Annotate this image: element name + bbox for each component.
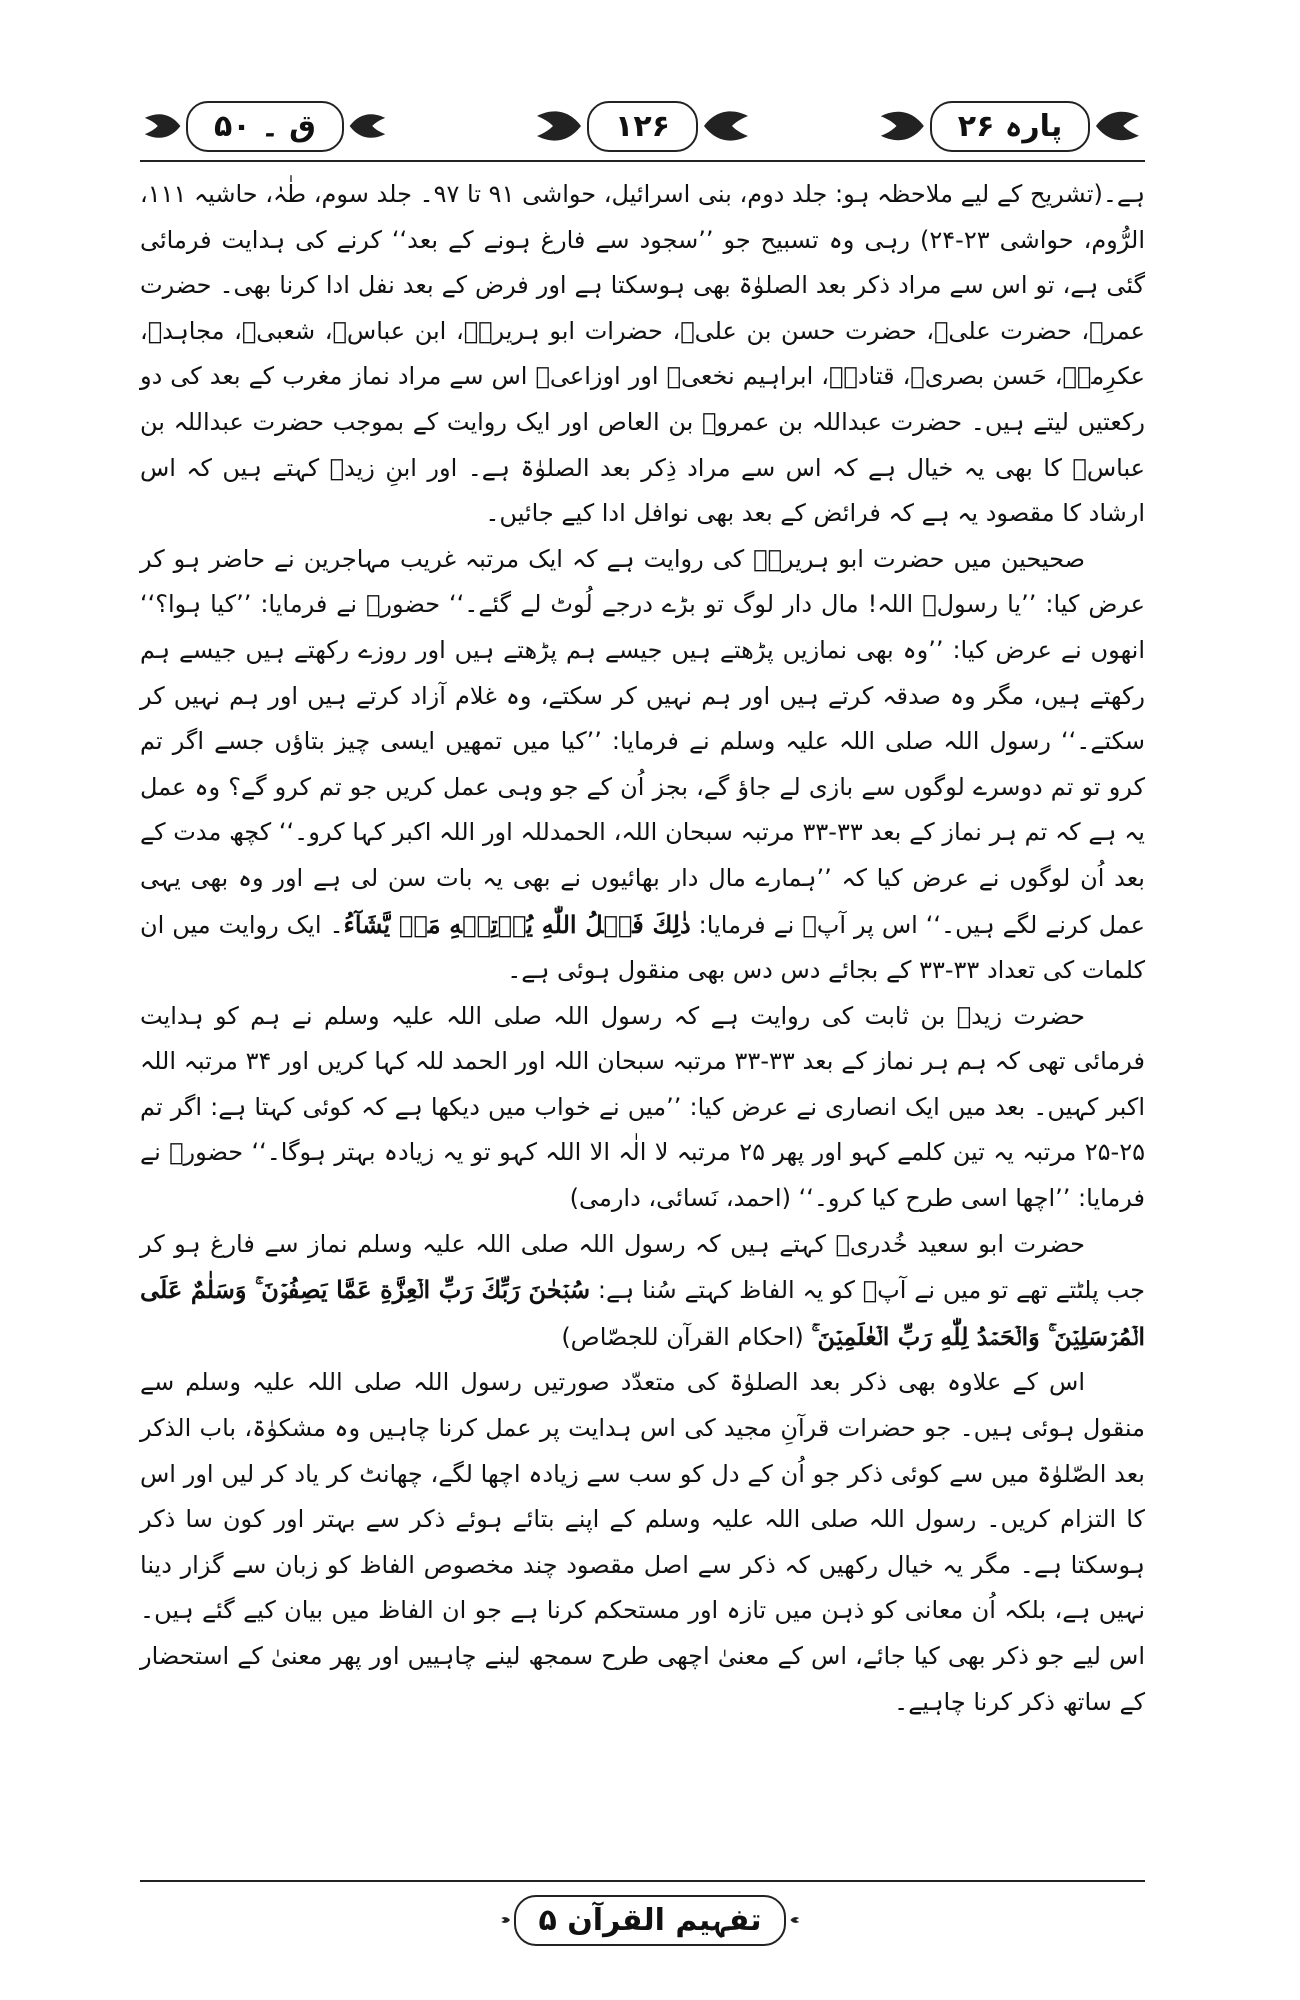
header-divider [140,160,1145,162]
ornament-icon [500,1902,510,1938]
text-segment: ۔ ایک روایت میں ان کلمات کی تعداد ۳۳-۳۳ کے بجائے دس دس بھی منقول ہوئی ہے۔ [140,910,1145,985]
ornament-icon [348,106,390,146]
quran-quote: ذٰلِكَ فَضۡلُ اللّٰهِ يُؤۡتِيۡهِ مَنۡ يَّشَآءُ [343,909,691,939]
quran-quote: سُبۡحٰنَ رَبِّكَ رَبِّ الۡعِزَّةِ عَمَّا يَصِفُوۡنَ ۚ وَسَلٰمٌ عَلَى الۡمُرۡسَلِيۡنَ ۚ وَالۡحَمۡدُ لِلّٰهِ رَبِّ الۡعٰلَمِيۡنَ ۚ [140,1275,1145,1351]
paragraph [140,1222,1145,1361]
paragraph: اس کے علاوہ بھی ذکر بعد الصلوٰۃ کی متعدّد صورتیں رسول اللہ صلی اللہ علیہ وسلم سے منقول ہوئی ہیں۔ جو حضرات قرآنِ مجید کی اس ہدایت پر عمل کرنا چاہیں وہ مشکوٰۃ، باب الذکر بعد الصّلوٰۃ میں سے کوئی ذکر جو اُن کے دل کو سب سے زیادہ اچھا لگے، چھانٹ کر یاد کر لیں اور اس کا التزام کریں۔ رسول اللہ صلی اللہ علیہ وسلم کے اپنے بتائے ہوئے ذکر سے بہتر اور کون سا ذکر ہوسکتا ہے۔ مگر یہ خیال رکھیں کہ ذکر سے اصل مقصود چند مخصوص الفاظ کو زبان سے گزار دینا نہیں ہے، بلکہ اُن معانی کو ذہن میں تازہ اور مستحکم کرنا ہے جو ان الفاظ میں بیان کیے گئے ہیں۔ اس لیے جو ذکر بھی کیا جائے، اس کے معنیٰ اچھی طرح سمجھ لینے چاہییں اور پھر معنیٰ کے استحضار کے ساتھ ذکر کرنا چاہیے۔ [140,1368,1145,1716]
paragraph [140,537,1145,994]
book-title: تفہیم القرآن ۵ [514,1895,785,1946]
page-number-cartouche [520,96,765,156]
text-segment: حضرت ابو سعید خُدریؓ کہتے ہیں کہ رسول اللہ صلی اللہ علیہ وسلم نماز سے فارغ ہو کر جب پلٹتے تھے تو میں نے آپؐ کو یہ الفاظ کہتے سُنا ہے: [140,1229,1145,1305]
surah-label: ق ۔ ۵۰ [186,101,344,152]
footer-divider [140,1880,1145,1882]
para-cartouche [875,96,1145,156]
page-number: ۱۲۶ [587,101,698,152]
page-header [140,96,1145,158]
page-footer [500,1890,800,1950]
paragraph: ہے۔(تشریح کے لیے ملاحظہ ہو: جلد دوم، بنی اسرائیل، حواشی ۹۱ تا ۹۷۔ جلد سوم، طٰہٰ، حاشیہ ۱۱۱، الرُّوم، حواشی ۲۳-۲۴) رہی وہ تسبیح جو ’’سجود سے فارغ ہونے کے بعد‘‘ کرنے کی ہدایت فرمائی گئی ہے، تو اس سے مراد ذکر بعد الصلوٰۃ بھی ہوسکتا ہے اور فرض کے بعد نفل ادا کرنا بھی۔ حضرت عمرؓ، حضرت علیؓ، حضرت حسن بن علیؓ، حضرات ابو ہریرہؓ، ابن عباسؓ، شعبیؒ، مجاہدؒ، عکرِمہؒ، حَسن بصریؒ، قتادہؒ، ابراہیم نخعیؒ اور اوزاعیؒ اس سے مراد نماز مغرب کے بعد کی دو رکعتیں لیتے ہیں۔ حضرت عبداللہ بن عمروؓ بن العاص اور ایک روایت کے بموجب حضرت عبداللہ بن عباسؓ کا بھی یہ خیال ہے کہ اس سے مراد ذِکر بعد الصلوٰۃ ہے۔ اور ابنِ زیدؒ کہتے ہیں کہ اس ارشاد کا مقصود یہ ہے کہ فرائض کے بعد بھی نوافل ادا کیے جائیں۔ [140,180,1146,528]
text-segment: صحیحین میں حضرت ابو ہریرہؓ کی روایت ہے کہ ایک مرتبہ غریب مہاجرین نے حاضر ہو کر عرض کیا: ’’یا رسولؐ اللہ! مال دار لوگ تو بڑے درجے لُوٹ لے گئے۔‘‘ حضورؐ نے فرمایا: ’’کیا ہوا؟‘‘ انھوں نے عرض کیا: ’’وہ بھی نمازیں پڑھتے ہیں جیسے ہم پڑھتے ہیں اور روزے رکھتے ہیں جیسے ہم رکھتے ہیں، مگر وہ صدقہ کرتے ہیں اور ہم نہیں کر سکتے، وہ غلام آزاد کرتے ہیں اور ہم نہیں کر سکتے۔‘‘ رسول اللہ صلی اللہ علیہ وسلم نے فرمایا: ’’کیا میں تمھیں ایسی چیز بتاؤں جسے اگر تم کرو تو تم دوسرے لوگوں سے بازی لے جاؤ گے، بجز اُن کے جو وہی عمل کریں جو تم کرو گے؟ وہ عمل یہ ہے کہ تم ہر نماز کے بعد ۳۳-۳۳ مرتبہ سبحان اللہ، الحمدللہ اور اللہ اکبر کہا کرو۔‘‘ کچھ مدت کے بعد اُن لوگوں نے عرض کیا کہ ’’ہمارے مال دار بھائیوں نے بھی یہ بات سن لی ہے اور وہ بھی یہی عمل کرنے لگے ہیں۔‘‘ اس پر آپؐ نے فرمایا: [140,544,1145,939]
paragraph: حضرت زیدؓ بن ثابت کی روایت ہے کہ رسول اللہ صلی اللہ علیہ وسلم نے ہم کو ہدایت فرمائی تھی کہ ہم ہر نماز کے بعد ۳۳-۳۳ مرتبہ سبحان اللہ اور الحمد للہ کہا کریں اور ۳۴ مرتبہ اللہ اکبر کہیں۔ بعد میں ایک انصاری نے عرض کیا: ’’میں نے خواب میں دیکھا ہے کہ کوئی کہتا ہے: اگر تم ۲۵-۲۵ مرتبہ یہ تین کلمے کہو اور پھر ۲۵ مرتبہ لا الٰہ الا اللہ کہو تو یہ زیادہ بہتر ہوگا۔‘‘ حضورؐ نے فرمایا: ’’اچھا اسی طرح کیا کرو۔‘‘ (احمد، نَسائی، دارمی) [140,1001,1145,1213]
citation: (احکام القرآن للجصّاص) [561,1322,804,1351]
ornament-icon [790,1902,800,1938]
ornament-icon [140,106,182,146]
commentary-text [140,172,1145,1725]
ornament-icon [531,106,583,146]
ornament-icon [1094,106,1145,146]
surah-cartouche [140,96,390,156]
para-label: پارہ ۲۶ [930,101,1090,152]
ornament-icon [702,106,754,146]
ornament-icon [875,106,926,146]
